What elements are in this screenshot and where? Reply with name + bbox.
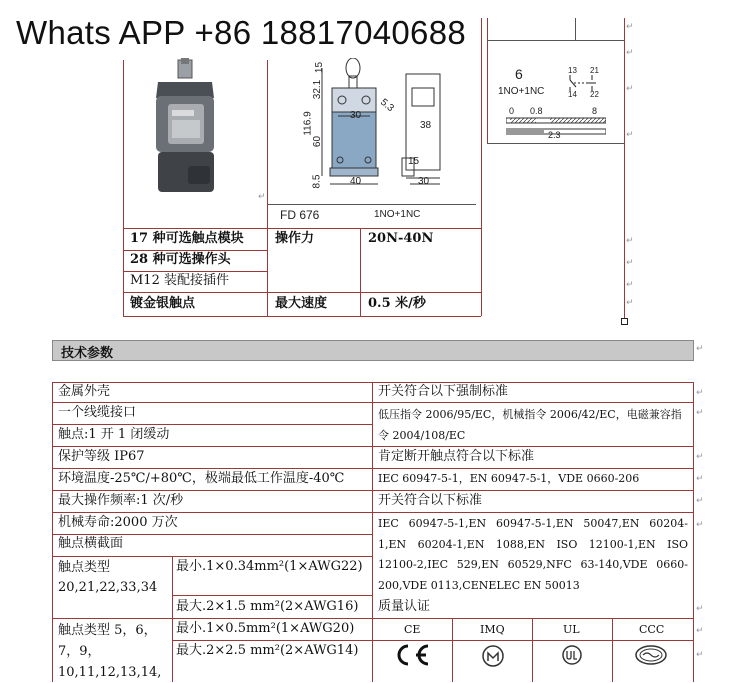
model-label: FD 676 bbox=[280, 208, 320, 222]
schematic-contact: 1NO+1NC bbox=[498, 86, 545, 97]
contact-type-1-min: 最小.1×0.34mm²(1×AWG22) bbox=[176, 559, 363, 574]
feature-contact-modules: 17 种可选触点模块 bbox=[130, 231, 244, 246]
spec-ambient-temperature: 环境温度-25℃/+80℃，极端最低工作温度-40℃ bbox=[58, 471, 345, 486]
dim-width-base: 40 bbox=[350, 176, 362, 187]
dim-depth: 38 bbox=[420, 120, 432, 131]
max-speed-value: 0.5 米/秒 bbox=[368, 296, 426, 311]
spec-protection-rating: 保护等级 IP67 bbox=[58, 449, 145, 464]
imq-mark-icon bbox=[480, 643, 506, 669]
dim-side-step: 15 bbox=[408, 156, 420, 167]
contact-type-2-max: 最大.2×2.5 mm²(2×AWG14) bbox=[176, 643, 359, 658]
dim-body-height: 60 bbox=[312, 135, 324, 148]
dimension-drawing bbox=[300, 58, 476, 208]
schematic-number: 6 bbox=[515, 66, 523, 82]
limit-switch-photo bbox=[148, 58, 224, 196]
dim-hole: 5.3 bbox=[378, 96, 396, 115]
contact-schematic-symbol bbox=[566, 75, 606, 91]
dim-depth-base: 30 bbox=[418, 176, 430, 187]
spec-mechanical-life: 机械寿命:2000 万次 bbox=[58, 515, 178, 530]
cert-ccc-label: CCC bbox=[639, 623, 665, 636]
cert-ce-label: CE bbox=[404, 623, 421, 636]
spec-cable-entry: 一个线缆接口 bbox=[58, 405, 137, 420]
ccc-mark-icon bbox=[634, 643, 668, 667]
cert-imq-label: IMQ bbox=[480, 623, 505, 636]
model-contact-label: 1NO+1NC bbox=[374, 209, 421, 220]
mandatory-standards-text: 低压指令 2006/95/EC，机械指令 2006/42/EC，电磁兼容指令 2004/108/EC bbox=[378, 408, 682, 442]
dim-total-height: 116.9 bbox=[302, 111, 314, 136]
spec-max-frequency: 最大操作频率:1 次/秒 bbox=[58, 493, 184, 508]
tech-params-header bbox=[52, 340, 694, 361]
contact-type-1-max: 最大.2×1.5 mm²(2×AWG16) bbox=[176, 599, 359, 614]
tech-params-title: 技术参数 bbox=[61, 346, 114, 361]
ul-mark-icon bbox=[556, 643, 588, 667]
dim-width-body: 30 bbox=[350, 110, 362, 121]
mandatory-standards-title: 开关符合以下强制标准 bbox=[378, 384, 509, 399]
operating-force-label: 操作力 bbox=[275, 231, 315, 246]
contact-type-2-min: 最小.1×0.5mm²(1×AWG20) bbox=[176, 621, 355, 636]
standards-title: 开关符合以下标准 bbox=[378, 493, 483, 508]
terminal-21: 21 bbox=[590, 66, 599, 75]
feature-gold-contacts: 镀金银触点 bbox=[130, 296, 196, 311]
dim-bottom-offset: 8.5 bbox=[311, 174, 323, 189]
quality-cert-title: 质量认证 bbox=[378, 599, 431, 614]
travel-8: 8 bbox=[592, 106, 598, 116]
cert-ul-label: UL bbox=[563, 623, 580, 636]
max-speed-label: 最大速度 bbox=[275, 296, 328, 311]
positive-break-text: IEC 60947-5-1，EN 60947-5-1，VDE 0660-206 bbox=[378, 472, 640, 485]
travel-2-3: 2.3 bbox=[548, 130, 561, 140]
spec-contact-type: 触点:1 开 1 闭缓动 bbox=[58, 427, 170, 442]
dim-top-offset: 15 bbox=[314, 61, 326, 74]
positive-break-title: 肯定断开触点符合以下标准 bbox=[378, 449, 535, 464]
feature-actuator-heads: 28 种可选操作头 bbox=[130, 252, 231, 267]
contact-type-group-2: 触点类型 5，6，7，9，10,11,12,13,14, bbox=[58, 623, 162, 680]
terminal-14: 14 bbox=[568, 90, 577, 99]
travel-0: 0 bbox=[509, 106, 515, 116]
operating-force-value: 20N-40N bbox=[368, 231, 434, 246]
spec-metal-housing: 金属外壳 bbox=[58, 384, 111, 399]
standards-text: IEC 60947-5-1,EN 60947-5-1,EN 50047,EN 60204-1,EN 60204-1,EN 1088,EN ISO 12100-1,EN ISO 12100-2,IEC 529,EN 60529,NFC 63-140,VDE 0660-200,VDE 0113,CENELEC EN 50013 bbox=[378, 517, 688, 592]
contact-type-group-1: 触点类型 20,21,22,33,34 bbox=[58, 560, 158, 595]
spec-cross-section: 触点横截面 bbox=[58, 536, 124, 551]
dim-top-height: 32.1 bbox=[312, 79, 324, 100]
terminal-13: 13 bbox=[568, 66, 577, 75]
feature-m12-connector: M12 装配接插件 bbox=[130, 273, 229, 288]
travel-0-8: 0.8 bbox=[530, 106, 543, 116]
whatsapp-watermark: Whats APP +86 18817040688 bbox=[16, 14, 467, 51]
ce-mark-icon bbox=[392, 643, 432, 667]
terminal-22: 22 bbox=[590, 90, 599, 99]
